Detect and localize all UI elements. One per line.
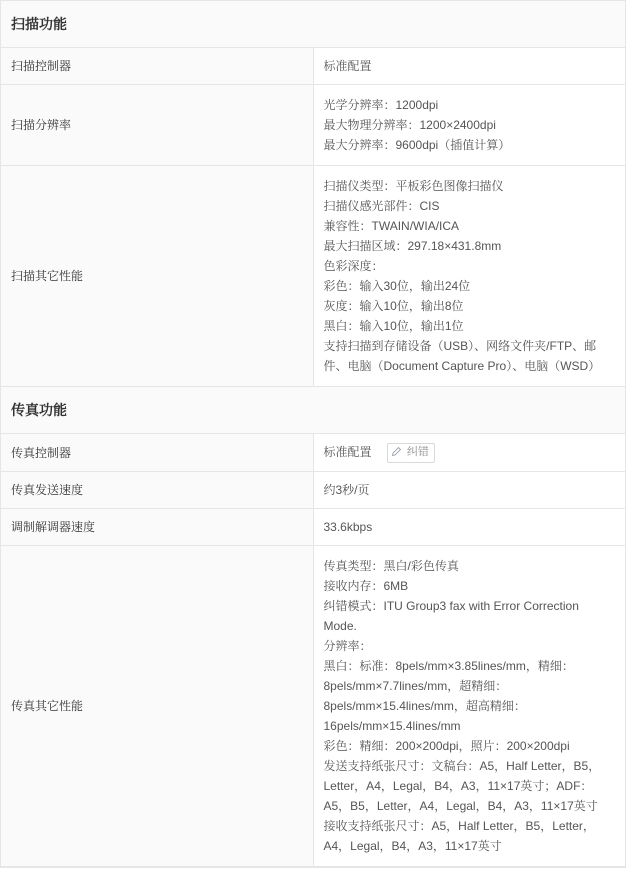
value-line: 发送支持纸张尺寸：文稿台：A5，Half Letter，B5，Letter，A4，Legal，B4，A3，11×17英寸；ADF：A5，B5，Letter，A4，Legal，B4，A3，11×17英寸 <box>323 759 601 813</box>
row-label-scan-other: 扫描其它性能 <box>1 166 314 387</box>
value-line: 接收内存：6MB <box>323 579 409 593</box>
value-line: 标准配置 <box>323 445 372 459</box>
value-line: 色彩深度： <box>323 259 384 273</box>
value-line: 分辨率： <box>323 639 372 653</box>
value-line: 最大分辨率：9600dpi（插值计算） <box>323 138 511 152</box>
section-header-row-fax <box>1 387 626 434</box>
row-label-scan-controller: 扫描控制器 <box>1 48 314 85</box>
value-line: 兼容性：TWAIN/WIA/ICA <box>323 219 460 233</box>
value-line: 接收支持纸张尺寸：A5，Half Letter，B5，Letter，A4，Legal，B4，A3，11×17英寸 <box>323 819 595 853</box>
value-line: 纠错模式：ITU Group3 fax with Error Correction Mode. <box>323 599 579 633</box>
row-label-fax-send-speed: 传真发送速度 <box>1 472 314 509</box>
table-body <box>1 1 626 867</box>
table-row <box>1 48 626 85</box>
row-value-fax-controller <box>313 434 626 472</box>
value-line: 彩色：输入30位，输出24位 <box>323 279 471 293</box>
value-line: 最大扫描区域：297.18×431.8mm <box>323 239 502 253</box>
correction-flag-button[interactable] <box>387 443 435 463</box>
table-row <box>1 434 626 472</box>
row-label-fax-other: 传真其它性能 <box>1 546 314 867</box>
row-value-modem-speed <box>313 509 626 546</box>
page-bottom-strip <box>0 867 626 882</box>
section-title-fax: 传真功能 <box>1 387 626 434</box>
table-row <box>1 546 626 867</box>
correction-flag-label: 纠错 <box>406 446 429 458</box>
value-line: 33.6kbps <box>323 520 373 534</box>
value-line: 扫描仪感光部件：CIS <box>323 199 440 213</box>
pencil-icon <box>392 446 401 461</box>
row-value-scan-controller <box>313 48 626 85</box>
value-line: 光学分辨率：1200dpi <box>323 98 439 112</box>
row-label-fax-controller: 传真控制器 <box>1 434 314 472</box>
value-line: 彩色：精细：200×200dpi，照片：200×200dpi <box>323 739 570 753</box>
row-value-scan-other <box>313 166 626 387</box>
row-label-scan-resolution: 扫描分辨率 <box>1 85 314 166</box>
table-row <box>1 509 626 546</box>
row-value-fax-send-speed <box>313 472 626 509</box>
section-header-row-scan <box>1 1 626 48</box>
value-line: 传真类型：黑白/彩色传真 <box>323 559 459 573</box>
row-value-fax-other <box>313 546 626 867</box>
table-row <box>1 85 626 166</box>
row-value-scan-resolution <box>313 85 626 166</box>
value-line: 黑白：标准：8pels/mm×3.85lines/mm，精细：8pels/mm×7.7lines/mm，超精细：8pels/mm×15.4lines/mm，超高精细：16pels/mm×15.4lines/mm <box>323 659 574 733</box>
value-line: 扫描仪类型：平板彩色图像扫描仪 <box>323 179 504 193</box>
value-line: 支持扫描到存储设备（USB）、网络文件夹/FTP、邮件、电脑（Document Capture Pro）、电脑（WSD） <box>323 339 601 373</box>
section-title-scan: 扫描功能 <box>1 1 626 48</box>
row-label-modem-speed: 调制解调器速度 <box>1 509 314 546</box>
value-line: 最大物理分辨率：1200×2400dpi <box>323 118 496 132</box>
value-line: 标准配置 <box>323 59 372 73</box>
table-row <box>1 472 626 509</box>
table-row <box>1 166 626 387</box>
page-bottom-inner <box>8 872 618 878</box>
value-line: 约3秒/页 <box>323 483 370 497</box>
value-line: 黑白：输入10位，输出1位 <box>323 319 464 333</box>
value-line: 灰度：输入10位，输出8位 <box>323 299 464 313</box>
